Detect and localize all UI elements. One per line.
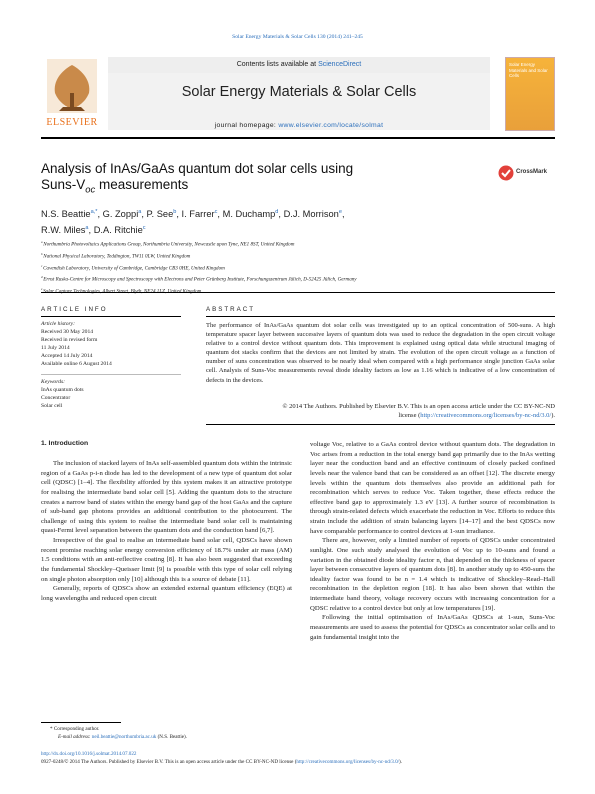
- history-entry: Accepted 14 July 2014: [41, 353, 93, 359]
- body-column-right: [310, 440, 555, 642]
- author-name[interactable]: P. See: [146, 209, 174, 220]
- abstract-heading: ABSTRACT: [206, 306, 256, 313]
- affiliation-item: $^b$ National Physical Laboratory, Teddington, TW11 0LW, United Kingdom: [41, 251, 191, 260]
- copyright-notice: © 2014 The Authors. Published by Elsevier B.V. This is an open access article under the CC BY-NC-ND license (http://creativecommons.org/licenses/by-nc-nd/3.0/).: [282, 403, 555, 420]
- history-entry: Received 30 May 2014: [41, 329, 94, 335]
- author-name[interactable]: D.J. Morrison: [283, 209, 339, 220]
- footer-license-link[interactable]: http://creativecommons.org/licenses/by-nc-nd/3.0/: [296, 758, 400, 765]
- contents-available: Contents lists available at ScienceDirect: [108, 57, 490, 73]
- body-paragraph: Generally, reports of QDSCs show an extended external quantum efficiency (EQE) at long wavelengths and reduced open circuit: [41, 585, 292, 602]
- author-affiliation-marker[interactable]: a: [85, 224, 89, 231]
- body-paragraph: There are, however, only a limited number of reports of QDSCs under concentrated sunlight. One such study analysed the evolution of Voc up to 10-suns and found a variation in the obtained diode ideality factor n, that depended on the thickness of spacer layer between consecutive layers of quantum dots [8]. In another study up to 450-suns the ideality factor was found to be n = 1.4 which is indicative of Shockley–Read–Hall recombination in the depletion region [18]. It has also been shown that within the intermediate band theory, voltage recovery occurs with increasing concentration for a QDSC relative to a control device but only at low temperatures [19].: [310, 537, 555, 612]
- history-entry: Received in revised form: [41, 337, 98, 343]
- author-affiliation-marker[interactable]: e: [338, 209, 342, 215]
- section-heading-introduction: 1. Introduction: [41, 440, 89, 447]
- keyword: Concentrator: [41, 395, 71, 401]
- author-affiliation-marker[interactable]: a,*: [90, 209, 98, 215]
- homepage-link[interactable]: www.elsevier.com/locate/solmat: [278, 122, 384, 129]
- author-name[interactable]: M. Duchamp: [222, 209, 276, 220]
- crossmark-badge[interactable]: CrossMark: [498, 163, 554, 185]
- body-paragraph: voltage Voc, relative to a GaAs control device without quantum dots. The degradation in Voc arises from a reduction in the total energy band gap primarily due to the InAs wetting layer near the conduction band and an effective continuum of closely packed confined levels near the valence band that can be considered as an offset [12]. The discrete energy levels within the quantum dots themselves also provide an additional path for recombination which serves to reduce Voc. Taken together, these effects reduce the effective band gap to approximately 1.3 eV [13]. A further source of recombination is through strain-related defects which exacerbate the reduction in Voc. Efforts to reduce this strain include the addition of strain balancing layers [14–17] and the best QDSCs now have comparable performance to control devices at 1-sun irradiance.: [310, 441, 555, 535]
- journal-homepage: journal homepage: www.elsevier.com/locate/solmat: [214, 122, 384, 129]
- author-affiliation-marker[interactable]: a: [138, 209, 142, 215]
- author-affiliation-marker[interactable]: b: [173, 209, 177, 215]
- body-paragraph: Irrespective of the goal to realise an intermediate band solar cell, QDSCs have shown recent promise reaching solar energy conversion efficiency of 18.7% under air mass (AM) 1.5 conditions with an anti-reflective coating [8]. It has also been suggested that exceeding the fundamental Shockley–Queisser limit [9] is possible with this type of solar cell relying on single photon absorption only [10] although this is a source of debate [11].: [41, 537, 292, 583]
- article-info-heading: ARTICLE INFO: [41, 306, 108, 313]
- journal-title: Solar Energy Materials & Solar Cells: [181, 84, 417, 100]
- author-name[interactable]: D.A. Ritchie: [93, 224, 143, 235]
- elsevier-logo[interactable]: [41, 57, 103, 131]
- publisher-logo-text: ELSEVIER: [46, 117, 98, 128]
- running-head[interactable]: Solar Energy Materials & Solar Cells 130 (2014) 241–245: [232, 34, 363, 40]
- affiliation-item: $^c$ Cavendish Laboratory, University of Cambridge, Cambridge CB3 0HE, United Kingdom: [41, 263, 225, 272]
- author-affiliation-marker[interactable]: d: [275, 209, 279, 215]
- affiliations: [41, 238, 555, 297]
- keywords: Keywords: InAs quantum dots Concentrator Solar cell: [41, 378, 181, 410]
- article-info-rule: [41, 316, 181, 317]
- author-affiliation-marker[interactable]: c: [142, 224, 146, 231]
- article-history: Article history: Received 30 May 2014 Received in revised form 11 July 2014 Accepted 14 July 2014 Available online 6 August 2014: [41, 320, 181, 368]
- footnote: * Corresponding author. E-mail address: neil.beattie@northumbria.ac.uk (N.S. Beattie).: [50, 726, 188, 740]
- body-paragraph: The inclusion of stacked layers of InAs self-assembled quantum dots within the intrinsic region of a GaAs p-i-n diode has led to the development of a new type of quantum dot solar cell (QDSC) [1–4]. The flexibility afforded by this system makes it an attractive prototype for realising the intermediate band solar cell [5]. Adding the quantum dots to the structure creates a narrow band of states within the energy band gap of the host GaAs and the capture of sub-band gap photons provides an additional contribution to the photocurrent. The challenge of using this system to realise the intermediate band solar cell is maintaining quasi-Fermi level separation between the quantum dots and the conduction band [6,7].: [41, 460, 292, 535]
- author-affiliation-marker[interactable]: c: [214, 209, 218, 215]
- masthead-rule: [41, 137, 555, 139]
- affiliation-item: e: [41, 287, 44, 292]
- author-name[interactable]: R.W. Miles: [41, 224, 86, 235]
- affiliation-item: $^a$ Northumbria Photovoltaics Applications Group, Northumbria University, Newcastle upon Tyne, NE1 8ST, United Kingdom: [41, 240, 295, 248]
- affiliation-rule: [41, 292, 555, 293]
- author-name[interactable]: N.S. Beattie: [41, 209, 91, 220]
- author-name[interactable]: G. Zoppi: [102, 209, 139, 220]
- abstract-end-rule: [206, 424, 555, 425]
- keywords-rule: [41, 374, 181, 375]
- page-footer: http://dx.doi.org/10.1016/j.solmat.2014.07.022 0927-0248/© 2014 The Authors. Published by Elsevier B.V. This is an open access article under the CC BY-NC-ND license (http://creativecommons.org/licenses/by-nc-nd/3.0/).: [41, 751, 403, 765]
- cover-title: Solar Energy Materials and Solar Cells: [509, 62, 548, 78]
- doi-link[interactable]: http://dx.doi.org/10.1016/j.solmat.2014.07.022: [41, 751, 137, 757]
- history-entry: 11 July 2014: [41, 345, 70, 351]
- sciencedirect-link[interactable]: ScienceDirect: [318, 61, 362, 68]
- author-list: N.S. Beattie$^{a,*}$, G. Zoppi$^a$, P. See$^b$, I. Farrer$^c$, M. Duchamp$^d$, D.J. Morrison$^e$, R.W. Miles$^a$, D.A. Ritchie$^c$: [41, 209, 345, 235]
- journal-cover-image[interactable]: [505, 57, 555, 131]
- keyword: Solar cell: [41, 403, 63, 409]
- history-entry: Available online 6 August 2014: [41, 361, 112, 367]
- keyword: InAs quantum dots: [41, 387, 84, 393]
- author-name[interactable]: I. Farrer: [181, 209, 215, 220]
- affiliation-item: $^d$ Ernst Ruska-Centre for Microscopy and Spectroscopy with Electrons and Peter Grünberg Institute, Forschungszentrum Jülich, D-52425 Jülich, Germany: [41, 275, 357, 284]
- license-link[interactable]: http://creativecommons.org/licenses/by-nc-nd/3.0/: [420, 412, 552, 420]
- footnote-rule: [41, 722, 121, 723]
- body-paragraph: Following the initial optimisation of InAs/GaAs QDSCs at 1-sun, Suns-Voc measurements are used to assess the potential for QDSCs as concentrator solar cells and to gain fundamental insight into the: [310, 614, 555, 641]
- body-column-left: [41, 459, 292, 603]
- author-email-link[interactable]: neil.beattie@northumbria.ac.uk: [91, 733, 157, 740]
- abstract-rule: [206, 316, 555, 317]
- abstract-text: The performance of InAs/GaAs quantum dot solar cells was investigated up to an optical concentration of 500-suns. A high temperature spacer layer between successive layers of quantum dots was used to reduce the degradation in the open circuit voltage relative to a control device without quantum dots. This improvement is explained using optical data while structural imaging of quantum dot stacks confirm that the devices are not limited by strain. The evolution of the open circuit voltage as a function of number of suns concentration was observed to be nearly ideal when compared with a high performance single junction GaAs solar cell. Analysis of Suns-Voc measurements reveal diode ideality factors as low as 1.16 which is indicative of a low concentration of defects in the devices.: [206, 322, 555, 384]
- article-title: Analysis of InAs/GaAs quantum dot solar cells using Suns-$V_{oc}$ measurements: [41, 161, 354, 196]
- crossmark-icon: [498, 165, 514, 181]
